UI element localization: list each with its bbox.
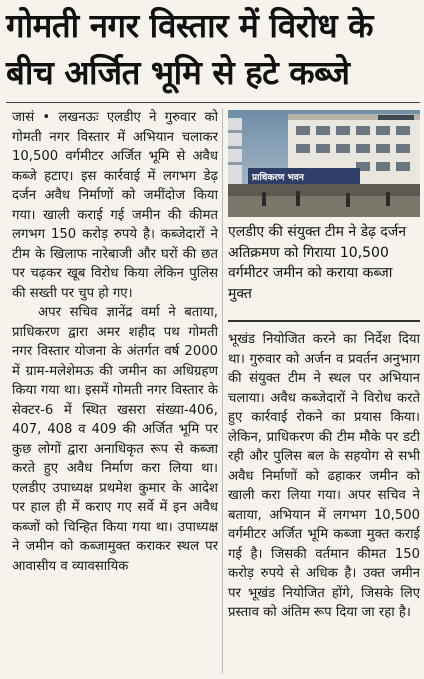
building-photo	[228, 110, 420, 217]
headline-rule	[6, 102, 420, 103]
article-paragraph-1-text: एलडीए ने गुरुवार को गोमती नगर विस्तार में अभियान चलाकर 10,500 वर्गमीटर अर्जित भूमि से अवैध कब्जे हटाए। इस कार्रवाई में लगभग डेढ़ दर्जन अवैध निर्माणों को जमींदोज किया गया। खाली कराई गई जमीन की कीमत लगभग 150 करोड़ रुपये है। कब्जेदारों ने टीम के खिलाफ नारेबाजी और घरों की छत पर चढ़कर खूब विरोध किया लेकिन पुलिस की सख्ती पर चुप हो गए।	[12, 110, 218, 301]
column-divider	[222, 108, 223, 674]
article-paragraph-1	[12, 108, 218, 303]
article-continuation: भूखंड नियोजित करने का निर्देश दिया था। गुरुवार को अर्जन व प्रवर्तन अनुभाग की संयुक्त टीम ने स्थल पर अभियान चलाया। अवैध कब्जेदारों ने विरोध करते हुए कार्रवाई रोकने का प्रयास किया। लेकिन, प्राधिकरण की टीम मौके पर डटी रही और पुलिस बल के सहयोग से सभी अवैध निर्माणों को ढहाकर जमीन को खाली करा लिया गया। अपर सचिव ने बताया, अभियान में लगभग 10,500 वर्गमीटर अर्जित भूमि कब्जा मुक्त कराई गई है। जिसकी वर्तमान कीमत 150 करोड़ रुपये से अधिक है। उक्त जमीन पर भूखंड नियोजित होंगे, जिसके लिए प्रस्ताव को अंतिम रूप दिया जा रहा है।	[228, 332, 420, 620]
news-photo	[228, 110, 420, 217]
article-right-column	[228, 330, 420, 676]
dateline: जासं • लखनऊः	[12, 110, 99, 125]
photo-caption: एलडीए की संयुक्त टीम ने डेढ़ दर्जन अतिक्रमण को गिराया 10,500 वर्गमीटर जमीन को कराया कब्जा मुक्त	[228, 224, 407, 302]
headline: गोमती नगर विस्तार में विरोध के बीच अर्जित भूमि से हटे कब्जे	[6, 6, 373, 92]
signboard-text: प्राधिकरण भवन	[252, 173, 304, 183]
article-paragraph-2: अपर सचिव ज्ञानेंद्र वर्मा ने बताया, प्राधिकरण द्वारा अमर शहीद पथ गोमती नगर विस्तार योजना के अंतर्गत वर्ष 2000 में ग्राम-मलेशेमऊ की जमीन का अधिग्रहण किया गया था। इसमें गोमती नगर विस्तार के सेक्टर-6 में स्थित खसरा संख्या-406, 407, 408 व 409 की अर्जित भूमि पर कुछ लोगों द्वारा अनाधिकृत रूप से कब्जा करते हुए अवैध निर्माण करा लिया था। एलडीए उपाध्यक्ष प्रथमेश कुमार के आदेश पर हाल ही में कराए गए सर्वे में इन अवैध कब्जों को चिन्हित किया गया था। उपाध्यक्ष ने जमीन को कब्जामुक्त कराकर स्थल पर आवासीय व व्यावसायिक	[12, 305, 218, 574]
caption-rule	[228, 320, 420, 322]
article-left-column	[12, 108, 218, 676]
